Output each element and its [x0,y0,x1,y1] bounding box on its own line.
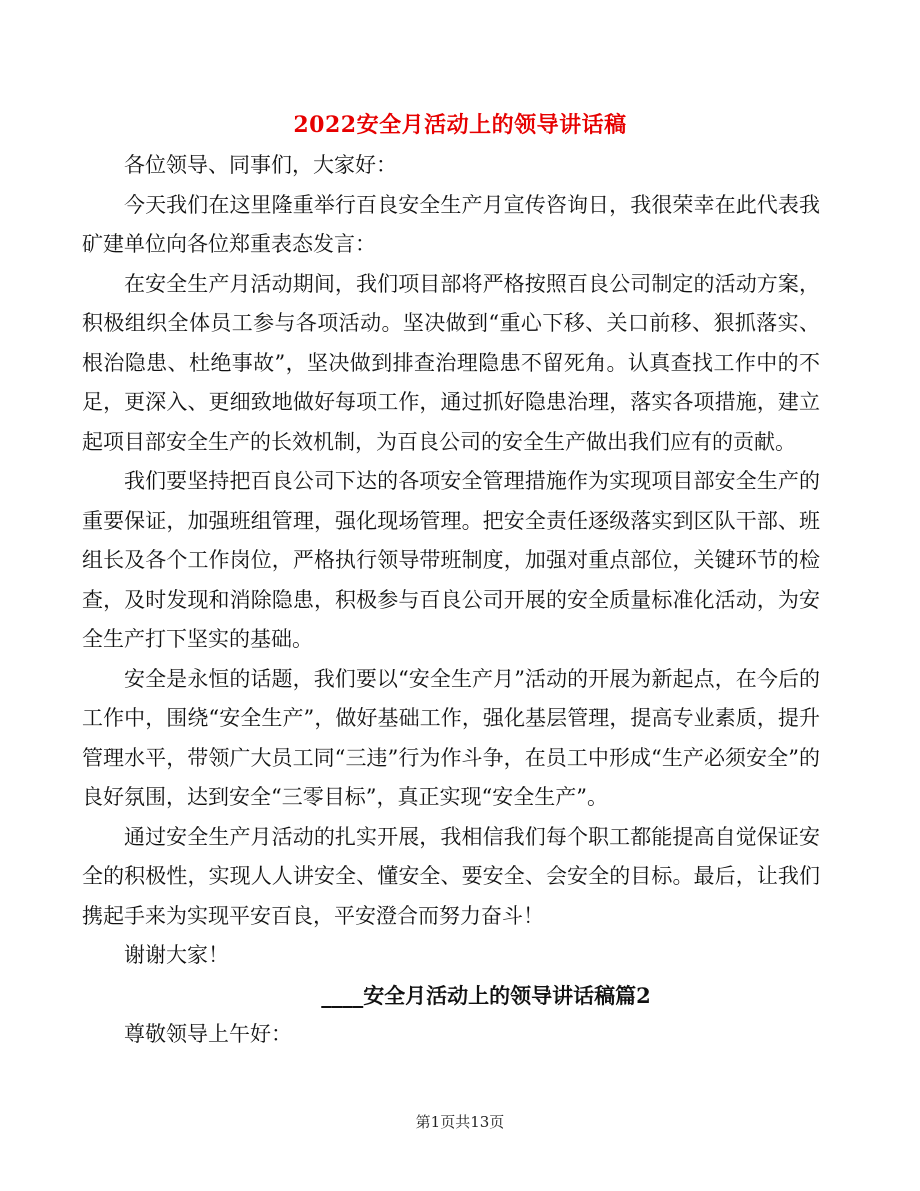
intro-paragraph: 今天我们在这里隆重举行百良安全生产月宣传咨询日，我很荣幸在此代表我矿建单位向各位郑重表态发言： [82,192,820,256]
greeting-paragraph: 各位领导、同事们，大家好： [124,153,397,177]
document-title: 2022安全月活动上的领导讲话稿 [293,112,627,138]
document-body [82,146,820,1055]
activity-paragraph: 在安全生产月活动期间，我们项目部将严格按照百良公司制定的活动方案，积极组织全体员工参与各项活动。坚决做到“重心下移、关口前移、狠抓落实、根治隐患、杜绝事故”，坚决做到排查治理隐患不留死角。认真查找工作中的不足，更深入、更细致地做好每项工作，通过抓好隐患治理，落实各项措施，建立起项目部安全生产的长效机制，为百良公司的安全生产做出我们应有的贡献。 [82,271,820,454]
conclusion-paragraph: 通过安全生产月活动的扎实开展，我相信我们每个职工都能提高自觉保证安全的积极性，实现人人讲安全、懂安全、要安全、会安全的目标。最后，让我们携起手来为实现平安百良，平安澄合而努力奋斗！ [82,824,820,928]
thanks-paragraph: 谢谢大家！ [124,943,229,967]
management-paragraph: 我们要坚持把百良公司下达的各项安全管理措施作为实现项目部安全生产的重要保证，加强班组管理，强化现场管理。把安全责任逐级落实到区队干部、班组长及各个工作岗位，严格执行领导带班制度，加强对重点部位，关键环节的检查，及时发现和消除隐患，积极参与百良公司开展的安全质量标准化活动，为安全生产打下坚实的基础。 [82,469,820,651]
safety-paragraph: 安全是永恒的话题，我们要以“安全生产月”活动的开展为新起点，在今后的工作中，围绕“安全生产”，做好基础工作，强化基层管理，提高专业素质，提升管理水平，带领广大员工同“三违”行为作斗争，在员工中形成“生产必须安全”的良好氛围，达到安全“三零目标”，真正实现“安全生产”。 [82,666,820,809]
page-footer: 第1页共13页 [415,1113,505,1131]
second-greeting-paragraph: 尊敬领导上午好： [124,1022,292,1046]
section-subtitle: ____安全月活动上的领导讲话稿篇2 [321,982,651,1008]
